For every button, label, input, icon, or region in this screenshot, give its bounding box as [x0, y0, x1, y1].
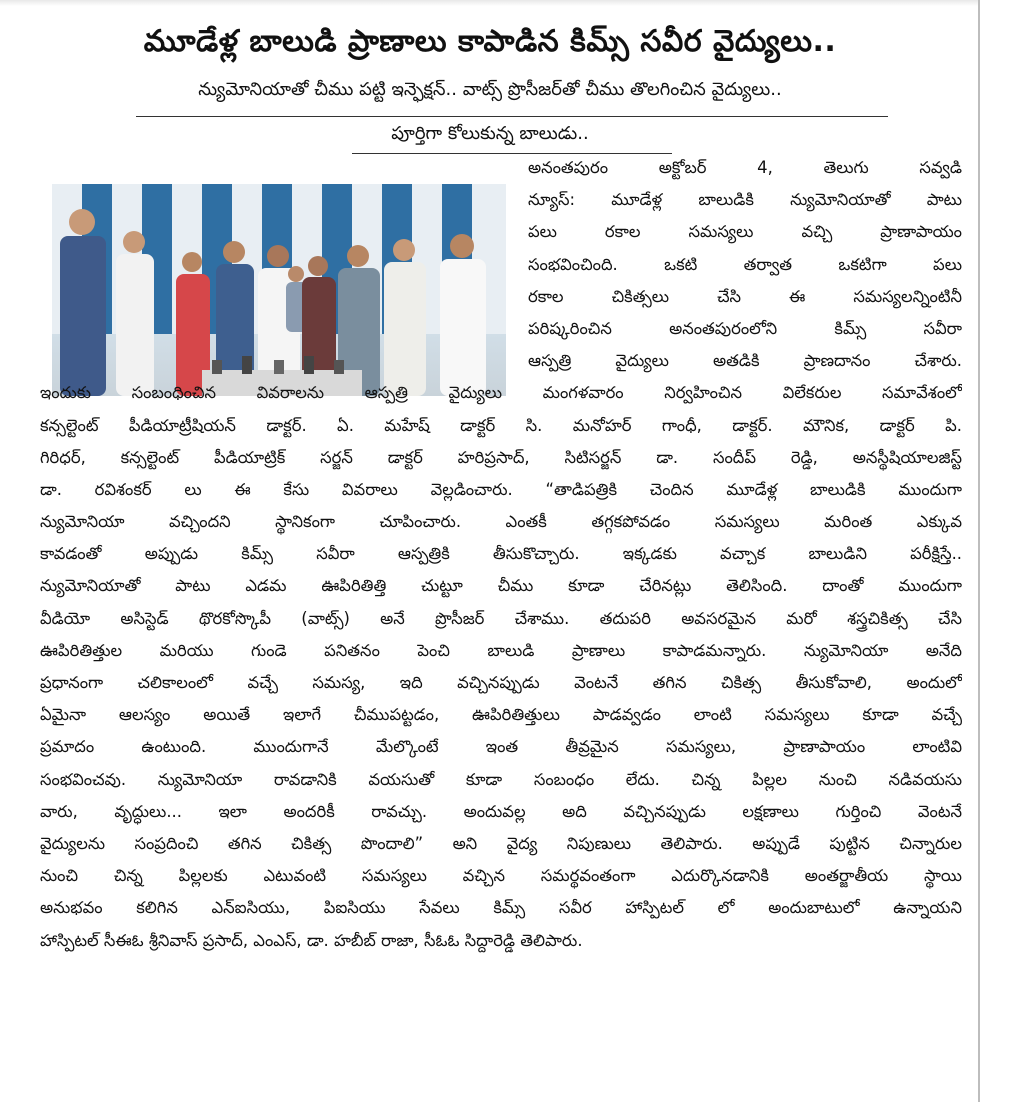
article-line: గిరిధర్, కన్సల్టెంట్ పీడియాట్రిక్ సర్జన్ డాక్టర్ హరిప్రసాద్, సిటిసర్జన్ డా. సందీప్ రెడ్డి, అనస్థీషియాలజిస్ట్ — [40, 447, 962, 467]
article-line: వైద్యులను సంప్రదించి తగిన చికిత్స పొందాలి” అని వైద్య నిపుణులు తెలిపారు. అప్పుడే పుట్టిన చిన్నారుల — [40, 833, 962, 853]
article-line: హాస్పిటల్ సీఈఓ శ్రీనివాస్ ప్రసాద్, ఎంఎస్, డా. హబీబ్ రాజా, సీఓఓ సిద్దారెడ్డి తెలిపారు. — [40, 930, 583, 950]
article-line: కన్సల్టెంట్ పీడియాట్రీషియన్ డాక్టర్. ఏ. మహేష్ డాక్టర్ సి. మనోహర్ గాంధీ, డాక్టర్. మౌనిక, డాక్టర్ పి. — [40, 415, 962, 435]
article-line: అనంతపురం అక్టోబర్ 4, తెలుగు సవ్వడి — [528, 158, 962, 177]
article-line: న్యుమోనియా వచ్చిందని స్థానికంగా చూపించారు. ఎంతకీ తగ్గకపోవడం సమస్యలు మరింత ఎక్కువ — [40, 512, 962, 532]
article-line: ఊపిరితిత్తుల మరియు గుండె పనితనం పెంచి బాలుడి ప్రాణాలు కాపాడమన్నారు. న్యుమోనియా అనేది — [40, 640, 962, 660]
article-line: వారు, వృద్ధులు... ఇలా అందరికీ రావచ్చు. అందువల్ల అది వచ్చినప్పుడు లక్షణాలు గుర్తించి వెంటనే — [40, 801, 962, 821]
article-line: పలు రకాల సమస్యలు వచ్చి ప్రాణాపాయం — [528, 222, 962, 242]
article-line: నుంచి చిన్న పిల్లలకు ఎటువంటి సమస్యలు వచ్చిన సమర్థవంతంగా ఎదుర్కొనడానికి అంతర్జాతీయ స్థాయి — [40, 866, 962, 886]
article-body — [40, 152, 962, 957]
article-line: కావడంతో అప్పుడు కిమ్స్ సవీరా ఆస్పత్రికి తీసుకొచ్చారు. ఇక్కడకు వచ్చాక బాలుడిని పరీక్షిస్తే.. — [40, 544, 962, 564]
article-line: ఇందుకు సంబంధించిన వివరాలను ఆస్పత్రి వైద్యులు మంగళవారం నిర్వహించిన విలేకరుల సమావేశంలో — [40, 383, 962, 403]
column-divider — [978, 0, 980, 1102]
article-line: రకాల చికిత్సలు చేసి ఈ సమస్యలన్నింటినీ — [528, 286, 962, 306]
article-line: ఆస్పత్రి వైద్యులు అతడికి ప్రాణదానం చేశారు. — [528, 351, 962, 371]
article-line: సంభవించవు. న్యుమోనియా రావడానికి వయసుతో కూడా సంబంధం లేదు. చిన్న పిల్లల నుంచి నడివయసు — [40, 769, 962, 789]
article-line: ఏమైనా ఆలస్యం అయితే ఇలాగే చీముపట్టడం, ఊపిరితిత్తులు పాడవ్వడం లాంటి సమస్యలు కూడా వచ్చే — [40, 705, 962, 725]
headline: మూడేళ్ల బాలుడి ప్రాణాలు కాపాడిన కిమ్స్ సవీర వైద్యులు.. — [143, 24, 837, 59]
article-line: సంభవించింది. ఒకటి తర్వాత ఒకటిగా పలు — [528, 254, 962, 274]
article-line: వీడియో అసిస్టెడ్ థొరకోస్కొపీ (వాట్స్) అనే ప్రొసీజర్ చేశాము. తదుపరి అవసరమైన మరో శస్త్రచికిత్స చేసి — [40, 608, 962, 628]
article-line: న్యూస్: మూడేళ్ల బాలుడికి న్యుమోనియాతో పాటు — [528, 190, 962, 210]
article-line: న్యుమోనియాతో పాటు ఎడమ ఊపిరితిత్తి చుట్టూ చీము కూడా చేరినట్లు తెలిసింది. దాంతో ముందుగా — [40, 576, 962, 596]
article-line: డా. రవిశంకర్ లు ఈ కేసు వివరాలు వెల్లడించారు. “తాడిపత్రికి చెందిన మూడేళ్ల బాలుడికి ముందుగా — [40, 479, 962, 499]
article-line: అనుభవం కలిగిన ఎన్ఐసియు, పిఐసియు సేవలు కిమ్స్ సవీర హాస్పిటల్ లో అందుబాటులో ఉన్నాయని — [40, 898, 962, 918]
subheadline-underline — [136, 116, 888, 117]
article-line: ప్రమాదం ఉంటుంది. ముందుగానే మేల్కొంటే ఇంత తీవ్రమైన సమస్యలు, ప్రాణాపాయం లాంటివి — [40, 737, 962, 757]
second-subheadline: పూర్తిగా కోలుకున్న బాలుడు.. — [391, 123, 589, 144]
page-top-edge — [0, 0, 978, 6]
article-line: పరిష్కరించిన అనంతపురంలోని కిమ్స్ సవీరా — [528, 318, 962, 338]
article-line: ప్రధానంగా చలికాలంలో వచ్చే సమస్య, ఇది వచ్చినప్పుడు వెంటనే తగిన చికిత్స తీసుకోవాలి, అందులో — [40, 673, 962, 692]
subheadline: న్యుమోనియాతో చీము పట్టి ఇన్ఫెక్షన్.. వాట్స్ ప్రొసీజర్‌తో చీము తొలగించిన వైద్యులు.. — [198, 79, 782, 100]
